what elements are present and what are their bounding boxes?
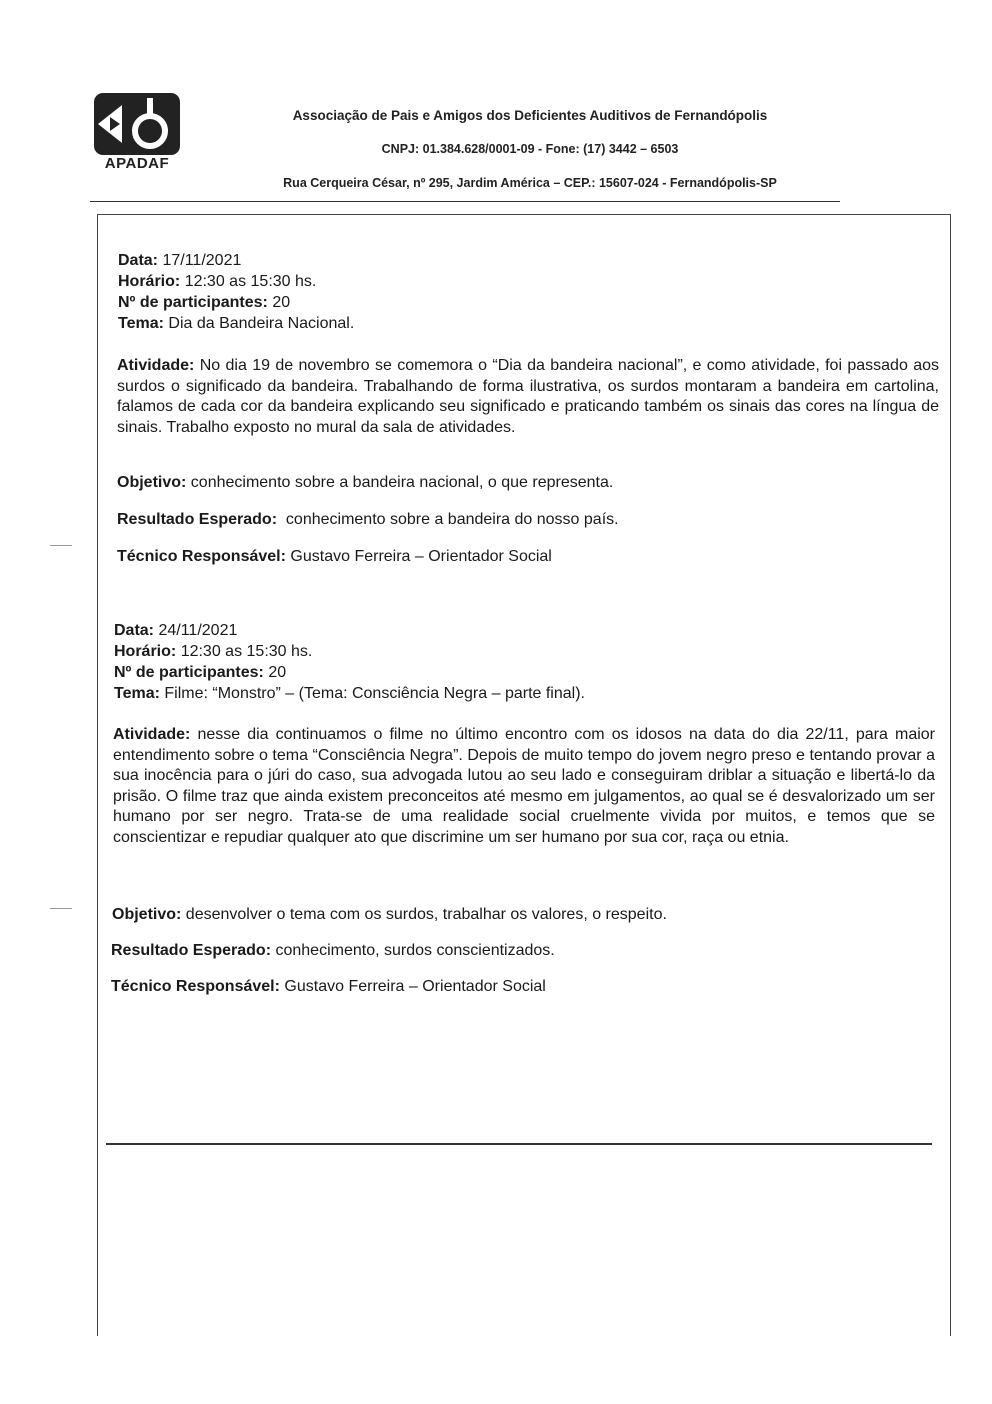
org-name: Associação de Pais e Amigos dos Deficientes Auditivos de Fernandópolis [292,108,768,123]
participants-label: Nº de participantes: [118,294,268,311]
entry-1-objective [117,474,613,492]
participants-label: Nº de participantes: [114,664,264,681]
objective-label: Objetivo: [112,906,182,923]
org-contact: CNPJ: 01.384.628/0001-09 - Fone: (17) 3442 – 6503 [381,142,679,156]
technician-label: Técnico Responsável: [117,548,286,565]
activity-text: No dia 19 de novembro se comemora o “Dia da bandeira nacional”, e como atividade, foi passado aos surdos o significado da bandeira. Trabalhando de forma ilustrativa, os surdos montaram a bandeira em cartolina, falamos de cada cor da bandeira explicando seu significado e praticando também os sinais das cores na língua de sinais. Trabalho exposto no mural da sala de atividades. [117,357,939,436]
entry-date [114,620,585,641]
activity-label: Atividade: [117,357,195,374]
entry-1-expected-result [117,511,619,529]
expected-result-text: conhecimento, surdos conscientizados. [275,942,555,959]
entry-1-activity [117,356,939,438]
org-address: Rua Cerqueira César, nº 295, Jardim América – CEP.: 15607-024 - Fernandópolis-SP [283,176,777,190]
entry-2-technician [111,978,546,996]
entry-participants [118,292,354,313]
frame-left-border [97,214,98,1336]
activity-text: nesse dia continuamos o filme no último encontro com os idosos na data do dia 22/11, para maior entendimento sobre o tema “Consciência Negra”. Depois de muito tempo do jovem negro preso e tentando provar a sua inocência para o júri do caso, sua advogada lutou ao seu lado e conseguiram driblar a situação e libertá-lo da prisão. O filme traz que ainda existem preconceitos até mesmo em julgamentos, ao qual se é desvalorizado um ser humano por ser negro. Trata-se de uma realidade social cruelmente vivida por muitos, e temos que se conscientizar e repudiar qualquer ato que discrimine um ser humano por sua cor, raça ou etnia. [113,726,935,846]
entry-2-activity [113,725,935,848]
apadaf-logo [92,93,182,175]
technician-label: Técnico Responsável: [111,978,280,995]
ear-symbol-icon [94,93,180,155]
entry-time [114,641,585,662]
date-value: 24/11/2021 [158,622,238,639]
entry-time [118,271,354,292]
technician-text: Gustavo Ferreira – Orientador Social [290,548,552,565]
objective-text: conhecimento sobre a bandeira nacional, o que representa. [190,474,614,491]
technician-text: Gustavo Ferreira – Orientador Social [284,978,546,995]
time-value: 12:30 as 15:30 hs. [184,273,317,290]
entry-theme [114,683,585,704]
date-label: Data: [118,252,159,269]
date-value: 17/11/2021 [162,252,242,269]
theme-value: Filme: “Monstro” – (Tema: Consciência Negra – parte final). [164,685,585,702]
entry-theme [118,313,354,334]
frame-right-border [950,214,951,1336]
time-label: Horário: [114,643,177,660]
entry-participants [114,662,585,683]
time-label: Horário: [118,273,181,290]
expected-result-label: Resultado Esperado: [117,511,278,528]
objective-label: Objetivo: [117,474,187,491]
entry-1-technician [117,548,552,566]
theme-label: Tema: [118,315,164,332]
expected-result-text: conhecimento sobre a bandeira do nosso país. [285,511,619,528]
theme-label: Tema: [114,685,160,702]
margin-mark [50,545,72,546]
participants-value: 20 [272,294,291,311]
activity-label: Atividade: [113,726,191,743]
entry-2-details [114,620,585,704]
logo-emblem [94,93,180,155]
entry-2-expected-result [111,942,555,960]
time-value: 12:30 as 15:30 hs. [180,643,313,660]
header-divider [90,201,840,202]
logo-text: APADAF [104,155,170,172]
entry-2-objective [112,906,667,924]
date-label: Data: [114,622,155,639]
entry-1-details [118,250,354,334]
expected-result-label: Resultado Esperado: [111,942,272,959]
objective-text: desenvolver o tema com os surdos, trabalhar os valores, o respeito. [185,906,667,923]
margin-mark [50,908,72,909]
entry-date [118,250,354,271]
theme-value: Dia da Bandeira Nacional. [168,315,355,332]
bottom-divider [106,1143,932,1145]
participants-value: 20 [268,664,287,681]
frame-top-border [97,214,951,215]
